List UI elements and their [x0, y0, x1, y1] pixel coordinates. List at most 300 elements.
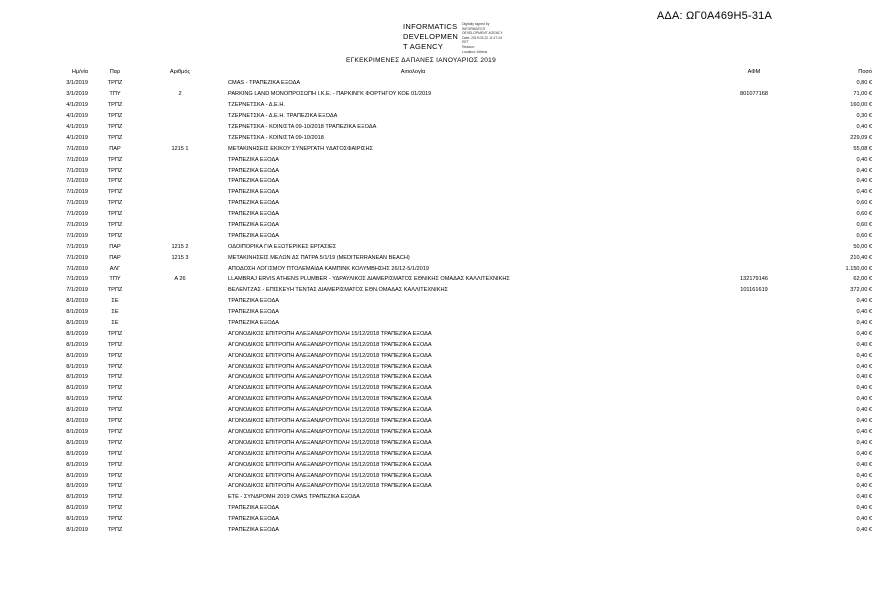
cell-description: ΜΕΤΑΚΙΝΗΣΕΙΣ ΕΚΙΚΟΥ ΣΥΝΕΡΓΑΤΗ ΥΔΑΤΟΣΦΑΙΡΙΣΗΣ: [228, 145, 373, 152]
cell-type: ΣΕ: [111, 320, 119, 327]
cell-afm: [718, 78, 790, 89]
cell-afm: 132179146: [740, 276, 768, 283]
cell-description: ΑΓΩΝΟΔΙΚΟΣ ΕΠΙΤΡΟΠΗ ΑΛΕΞΑΝΔΡΟΥΠΟΛΗ 15/12/2018 ΤΡΑΠΕΖΙΚΑ ΕΞΟΔΑ: [228, 418, 432, 425]
cell-type: ΤΡΠΖ: [107, 385, 123, 392]
cell-amount: 0,40 €: [856, 352, 872, 359]
cell-number: [142, 372, 218, 383]
cell-number: [142, 459, 218, 470]
signature-line: Reason:: [462, 44, 475, 49]
cell-afm: [718, 481, 790, 492]
table-row: [40, 427, 872, 438]
cell-amount: 0,40 €: [856, 407, 872, 414]
cell-date: 7/1/2019: [66, 156, 88, 163]
cell-number: [142, 285, 218, 296]
table-row: [40, 514, 872, 525]
table-row: [40, 481, 872, 492]
cell-type: ΤΡΠΖ: [107, 418, 123, 425]
signature-line: EET: [462, 40, 469, 45]
cell-date: 8/1/2019: [66, 352, 88, 359]
cell-description: ΤΖΕΡΝΕΤΣΚΑ - Δ.Ε.Η.: [228, 102, 285, 109]
cell-type: ΤΠΥ: [109, 276, 121, 283]
table-row: [40, 111, 872, 122]
cell-type: ΤΡΠΖ: [107, 134, 123, 141]
cell-date: 8/1/2019: [66, 461, 88, 468]
cell-description: ΑΓΩΝΟΔΙΚΟΣ ΕΠΙΤΡΟΠΗ ΑΛΕΞΑΝΔΡΟΥΠΟΛΗ 15/12/2018 ΤΡΑΠΕΖΙΚΑ ΕΞΟΔΑ: [228, 428, 432, 435]
cell-date: 8/1/2019: [66, 439, 88, 446]
table-row: [40, 492, 872, 503]
table-row: [40, 448, 872, 459]
agency-name-line: T AGENCY: [403, 42, 444, 51]
table-row: [40, 132, 872, 143]
table-row: [40, 78, 872, 89]
cell-description: ΑΓΩΝΟΔΙΚΟΣ ΕΠΙΤΡΟΠΗ ΑΛΕΞΑΝΔΡΟΥΠΟΛΗ 15/12/2018 ΤΡΑΠΕΖΙΚΑ ΕΞΟΔΑ: [228, 363, 432, 370]
cell-type: ΤΡΠΖ: [107, 156, 123, 163]
cell-amount: 1.150,00 €: [845, 265, 872, 272]
cell-amount: 0,60 €: [856, 211, 872, 218]
cell-date: 8/1/2019: [66, 483, 88, 490]
cell-date: 8/1/2019: [66, 309, 88, 316]
cell-date: 8/1/2019: [66, 428, 88, 435]
cell-description: ΤΡΑΠΕΖΙΚΑ ΕΞΟΔΑ: [228, 505, 279, 512]
cell-date: 7/1/2019: [66, 145, 88, 152]
cell-amount: 0,30 €: [856, 113, 872, 120]
cell-date: 8/1/2019: [66, 330, 88, 337]
cell-description: CMAS - ΤΡΑΠΕΖΙΚΑ ΕΞΟΔΑ: [228, 80, 301, 87]
cell-description: ΤΡΑΠΕΖΙΚΑ ΕΞΟΔΑ: [228, 320, 279, 327]
cell-number: [142, 394, 218, 405]
cell-description: ΤΡΑΠΕΖΙΚΑ ΕΞΟΔΑ: [228, 167, 279, 174]
cell-number: [142, 209, 218, 220]
cell-amount: 0,40 €: [856, 341, 872, 348]
cell-type: ΤΡΠΖ: [107, 330, 123, 337]
table-row: [40, 383, 872, 394]
cell-afm: [718, 220, 790, 231]
cell-description: ΤΡΑΠΕΖΙΚΑ ΕΞΟΔΑ: [228, 178, 279, 185]
cell-date: 4/1/2019: [66, 134, 88, 141]
cell-description: ΤΡΑΠΕΖΙΚΑ ΕΞΟΔΑ: [228, 526, 279, 533]
cell-date: 3/1/2019: [66, 91, 88, 98]
table-row: [40, 285, 872, 296]
cell-amount: 0,60 €: [856, 222, 872, 229]
cell-type: ΤΡΠΖ: [107, 80, 123, 87]
cell-number: [142, 230, 218, 241]
cell-type: ΤΡΠΖ: [107, 472, 123, 479]
cell-number: [142, 350, 218, 361]
cell-amount: 0,40 €: [856, 167, 872, 174]
cell-type: ΤΡΠΖ: [107, 178, 123, 185]
cell-afm: [718, 492, 790, 503]
cell-type: ΤΡΠΖ: [107, 124, 123, 130]
table-row: [40, 459, 872, 470]
cell-date: 7/1/2019: [66, 200, 88, 207]
cell-afm: [718, 383, 790, 394]
cell-date: 7/1/2019: [66, 232, 88, 239]
cell-date: 7/1/2019: [66, 254, 88, 261]
cell-amount: 160,00 €: [850, 102, 872, 109]
cell-date: 8/1/2019: [66, 472, 88, 479]
cell-number: 2: [178, 91, 182, 98]
cell-description: ΤΖΕΡΝΕΤΣΚΑ - ΚΟΙΝ/ΣΤΑ 09-10/2018: [228, 134, 324, 141]
agency-name-line: INFORMATICS: [403, 22, 458, 31]
cell-description: ΤΡΑΠΕΖΙΚΑ ΕΞΟΔΑ: [228, 156, 279, 163]
cell-amount: 62,00 €: [853, 276, 872, 283]
cell-description: ΤΡΑΠΕΖΙΚΑ ΕΞΟΔΑ: [228, 232, 279, 239]
cell-amount: 0,40 €: [856, 189, 872, 196]
cell-afm: [718, 122, 790, 133]
cell-amount: 0,40 €: [856, 124, 872, 130]
cell-date: 7/1/2019: [66, 287, 88, 294]
header-afm: ΑΦΜ: [747, 69, 761, 75]
cell-date: 8/1/2019: [66, 341, 88, 348]
expenses-table: [40, 66, 872, 535]
cell-amount: 0,40 €: [856, 374, 872, 381]
cell-description: ΑΠΟΔΟΣΗ ΛΟΓ/ΣΜΟΥ ΠΤΟΛΕΜΑΙΔΑ ΚΑΜΠΙΝΚ ΚΟΛΥΜΒΗΣΗΣ 26/12-5/1/2019: [228, 265, 429, 272]
cell-afm: [718, 437, 790, 448]
cell-amount: 0,40 €: [856, 396, 872, 403]
cell-type: ΑΛΓ: [109, 265, 121, 272]
cell-description: ΑΓΩΝΟΔΙΚΟΣ ΕΠΙΤΡΟΠΗ ΑΛΕΞΑΝΔΡΟΥΠΟΛΗ 15/12/2018 ΤΡΑΠΕΖΙΚΑ ΕΞΟΔΑ: [228, 374, 432, 381]
table-row: [40, 230, 872, 241]
cell-date: 4/1/2019: [66, 113, 88, 120]
cell-date: 4/1/2019: [66, 102, 88, 109]
cell-description: ΤΡΑΠΕΖΙΚΑ ΕΞΟΔΑ: [228, 298, 279, 305]
cell-amount: 0,40 €: [856, 526, 872, 533]
cell-amount: 0,40 €: [856, 494, 872, 501]
cell-date: 8/1/2019: [66, 418, 88, 425]
cell-description: ΕΤΕ - ΣΥΝΔΡΟΜΗ 2019 CMAS ΤΡΑΠΕΖΙΚΑ ΕΞΟΔΑ: [228, 494, 360, 501]
cell-number: [142, 525, 218, 536]
cell-amount: 0,40 €: [856, 483, 872, 490]
ada-code: ΑΔΑ: ΩΓ0Α469Η5-31Α: [656, 10, 772, 22]
header-description: Αιτιολογία: [400, 69, 426, 75]
cell-type: ΠΑΡ: [109, 145, 121, 152]
cell-date: 8/1/2019: [66, 407, 88, 414]
cell-number: [142, 132, 218, 143]
cell-type: ΤΡΠΖ: [107, 363, 123, 370]
cell-description: ΑΓΩΝΟΔΙΚΟΣ ΕΠΙΤΡΟΠΗ ΑΛΕΞΑΝΔΡΟΥΠΟΛΗ 15/12/2018 ΤΡΑΠΕΖΙΚΑ ΕΞΟΔΑ: [228, 461, 432, 468]
cell-type: ΠΑΡ: [109, 243, 121, 250]
cell-number: [142, 111, 218, 122]
cell-date: 8/1/2019: [66, 320, 88, 327]
cell-date: 8/1/2019: [66, 363, 88, 370]
cell-number: [142, 176, 218, 187]
cell-afm: [718, 111, 790, 122]
cell-amount: 0,40 €: [856, 505, 872, 512]
cell-afm: [718, 165, 790, 176]
table-header-row: [40, 66, 872, 78]
cell-type: ΣΕ: [111, 298, 119, 305]
table-row: [40, 372, 872, 383]
cell-number: [142, 416, 218, 427]
cell-description: ΑΓΩΝΟΔΙΚΟΣ ΕΠΙΤΡΟΠΗ ΑΛΕΞΑΝΔΡΟΥΠΟΛΗ 15/12/2018 ΤΡΑΠΕΖΙΚΑ ΕΞΟΔΑ: [228, 483, 432, 490]
table-row: [40, 100, 872, 111]
cell-type: ΤΡΠΖ: [107, 102, 123, 109]
cell-amount: 0,40 €: [856, 385, 872, 392]
cell-number: [142, 187, 218, 198]
cell-number: [142, 328, 218, 339]
table-row: [40, 307, 872, 318]
signature-stamp: [403, 22, 503, 54]
cell-amount: 210,40 €: [850, 254, 872, 261]
cell-afm: [718, 350, 790, 361]
cell-description: ΑΓΩΝΟΔΙΚΟΣ ΕΠΙΤΡΟΠΗ ΑΛΕΞΑΝΔΡΟΥΠΟΛΗ 15/12/2018 ΤΡΑΠΕΖΙΚΑ ΕΞΟΔΑ: [228, 341, 432, 348]
cell-amount: 0,60 €: [856, 200, 872, 207]
cell-description: ΤΡΑΠΕΖΙΚΑ ΕΞΟΔΑ: [228, 211, 279, 218]
cell-number: [142, 448, 218, 459]
table-row: [40, 209, 872, 220]
cell-description: LLAMBRAJ ERVIS ATHENS PLUMBER - ΥΔΡΑΥΛΙΚΟΣ ΔΙΑΜΕΡΙΣΜΑΤΟΣ ΕΘΝΙΚΗΣ ΟΜΑΔΑΣ ΚΑΛΛΙΤΕΧΝΙΚΗΣ: [228, 276, 510, 283]
cell-date: 8/1/2019: [66, 298, 88, 305]
cell-type: ΤΡΠΖ: [107, 483, 123, 490]
signature-line: Location: Athens: [462, 49, 488, 54]
cell-amount: 0,60 €: [856, 232, 872, 239]
table-row: [40, 143, 872, 154]
cell-afm: [718, 405, 790, 416]
agency-name-line: DEVELOPMEN: [403, 32, 459, 41]
cell-type: ΤΡΠΖ: [107, 505, 123, 512]
cell-type: ΤΡΠΖ: [107, 200, 123, 207]
cell-date: 7/1/2019: [66, 265, 88, 272]
table-row: [40, 154, 872, 165]
cell-afm: 101161619: [740, 287, 768, 294]
cell-type: ΤΡΠΖ: [107, 211, 123, 218]
cell-date: 3/1/2019: [66, 80, 88, 87]
header-number: Αριθμός: [169, 69, 191, 75]
table-row: [40, 416, 872, 427]
table-row: [40, 198, 872, 209]
cell-description: ΑΓΩΝΟΔΙΚΟΣ ΕΠΙΤΡΟΠΗ ΑΛΕΞΑΝΔΡΟΥΠΟΛΗ 15/12/2018 ΤΡΑΠΕΖΙΚΑ ΕΞΟΔΑ: [228, 396, 432, 403]
header-date: Ημ/νία: [71, 69, 88, 75]
table-row: [40, 89, 872, 100]
cell-type: ΤΡΠΖ: [107, 232, 123, 239]
cell-afm: [718, 328, 790, 339]
table-row: [40, 122, 872, 133]
cell-date: 8/1/2019: [66, 374, 88, 381]
cell-number: [142, 165, 218, 176]
cell-type: ΤΡΠΖ: [107, 450, 123, 457]
table-row: [40, 241, 872, 252]
table-row: [40, 394, 872, 405]
cell-afm: [718, 416, 790, 427]
table-row: [40, 339, 872, 350]
cell-date: 7/1/2019: [66, 222, 88, 229]
table-row: [40, 350, 872, 361]
cell-number: [142, 307, 218, 318]
cell-afm: [718, 514, 790, 525]
cell-type: ΤΡΠΖ: [107, 352, 123, 359]
cell-number: Α 26: [174, 276, 186, 283]
cell-date: 8/1/2019: [66, 450, 88, 457]
table-row: [40, 252, 872, 263]
cell-amount: 0,40 €: [856, 309, 872, 316]
agency-name: [403, 22, 458, 54]
cell-number: [142, 427, 218, 438]
table-body: [40, 78, 872, 535]
cell-number: [142, 122, 218, 133]
cell-number: [142, 503, 218, 514]
cell-date: 7/1/2019: [66, 243, 88, 250]
cell-date: 8/1/2019: [66, 526, 88, 533]
cell-afm: [718, 176, 790, 187]
cell-number: [142, 437, 218, 448]
cell-number: [142, 318, 218, 329]
table-row: [40, 470, 872, 481]
cell-description: ΜΕΤΑΚΙΝΗΣΕΙΣ ΜΕΛΩΝ ΔΣ ΠΑΤΡΑ 5/1/19 (MEDITERRANEAN BEACH): [228, 254, 410, 261]
cell-afm: [718, 427, 790, 438]
cell-date: 4/1/2019: [66, 124, 88, 130]
cell-number: [142, 514, 218, 525]
signature-line: Date: 2019.03.22 11:27:24: [462, 35, 503, 40]
cell-amount: 0,40 €: [856, 472, 872, 479]
cell-afm: [718, 241, 790, 252]
cell-amount: 0,80 €: [856, 80, 872, 87]
cell-afm: [718, 263, 790, 274]
table-row: [40, 220, 872, 231]
cell-afm: [718, 318, 790, 329]
cell-date: 7/1/2019: [66, 276, 88, 283]
cell-number: [142, 78, 218, 89]
cell-type: ΤΡΠΖ: [107, 189, 123, 196]
cell-number: [142, 470, 218, 481]
cell-description: ΤΡΑΠΕΖΙΚΑ ΕΞΟΔΑ: [228, 309, 279, 316]
cell-amount: 0,40 €: [856, 428, 872, 435]
cell-amount: 0,40 €: [856, 516, 872, 523]
cell-number: [142, 263, 218, 274]
cell-afm: [718, 448, 790, 459]
signature-line: Digitally signed by: [462, 22, 490, 26]
cell-amount: 0,40 €: [856, 363, 872, 370]
cell-type: ΤΡΠΖ: [107, 494, 123, 501]
cell-afm: [718, 198, 790, 209]
cell-type: ΤΠΥ: [109, 91, 121, 98]
cell-date: 7/1/2019: [66, 178, 88, 185]
cell-type: ΤΡΠΖ: [107, 374, 123, 381]
header-amount: Ποσό: [858, 69, 872, 75]
cell-afm: [718, 339, 790, 350]
table-row: [40, 176, 872, 187]
cell-description: ΑΓΩΝΟΔΙΚΟΣ ΕΠΙΤΡΟΠΗ ΑΛΕΞΑΝΔΡΟΥΠΟΛΗ 15/12/2018 ΤΡΑΠΕΖΙΚΑ ΕΞΟΔΑ: [228, 385, 432, 392]
cell-afm: [718, 372, 790, 383]
cell-description: ΑΓΩΝΟΔΙΚΟΣ ΕΠΙΤΡΟΠΗ ΑΛΕΞΑΝΔΡΟΥΠΟΛΗ 15/12/2018 ΤΡΑΠΕΖΙΚΑ ΕΞΟΔΑ: [228, 352, 432, 359]
cell-date: 7/1/2019: [66, 211, 88, 218]
cell-afm: [718, 459, 790, 470]
cell-afm: [718, 209, 790, 220]
cell-number: 1215 2: [171, 243, 189, 250]
cell-type: ΤΡΠΖ: [107, 222, 123, 229]
cell-date: 7/1/2019: [66, 167, 88, 174]
cell-date: 8/1/2019: [66, 505, 88, 512]
cell-afm: [718, 470, 790, 481]
cell-amount: 71,00 €: [853, 91, 872, 98]
cell-type: ΤΡΠΖ: [107, 287, 123, 294]
cell-afm: [718, 143, 790, 154]
cell-description: ΤΖΕΡΝΕΤΣΚΑ - Δ.Ε.Η. ΤΡΑΠΕΖΙΚΑ ΕΞΟΔΑ: [228, 113, 338, 120]
cell-afm: [718, 154, 790, 165]
cell-description: ΤΖΕΡΝΕΤΣΚΑ - ΚΟΙΝ/ΣΤΑ 09-10/2018 ΤΡΑΠΕΖΙΚΑ ΕΞΟΔΑ: [228, 124, 377, 130]
cell-amount: 0,40 €: [856, 450, 872, 457]
cell-afm: [718, 252, 790, 263]
table-row: [40, 165, 872, 176]
cell-description: ΑΓΩΝΟΔΙΚΟΣ ΕΠΙΤΡΟΠΗ ΑΛΕΞΑΝΔΡΟΥΠΟΛΗ 15/12/2018 ΤΡΑΠΕΖΙΚΑ ΕΞΟΔΑ: [228, 407, 432, 414]
cell-afm: [718, 187, 790, 198]
cell-type: ΤΡΠΖ: [107, 407, 123, 414]
cell-afm: [718, 132, 790, 143]
cell-number: [142, 383, 218, 394]
table-row: [40, 503, 872, 514]
table-row: [40, 361, 872, 372]
table-row: [40, 437, 872, 448]
signature-details: [462, 22, 503, 54]
cell-type: ΤΡΠΖ: [107, 461, 123, 468]
cell-afm: [718, 361, 790, 372]
cell-description: ΒΕΛΕΝΤΖΑΣ - ΕΠΙΣΚΕΥΗ ΤΕΝΤΑΣ ΔΙΑΜΕΡΙΣΜΑΤΟΣ ΕΘΝ.ΟΜΑΔΑΣ ΚΑΛΛΙΤΕΧΝΙΚΗΣ: [228, 287, 448, 294]
cell-amount: 372,00 €: [850, 287, 872, 294]
cell-type: ΤΡΠΖ: [107, 428, 123, 435]
cell-type: ΤΡΠΖ: [107, 396, 123, 403]
table-row: [40, 296, 872, 307]
cell-type: ΤΡΠΖ: [107, 526, 123, 533]
cell-description: ΟΔΟΙΠΟΡΙΚΑ ΓΙΑ ΕΞΩΤΕΡΙΚΕΣ ΕΡΓΑΣΙΕΣ: [228, 243, 337, 250]
cell-type: ΤΡΠΖ: [107, 341, 123, 348]
cell-description: ΑΓΩΝΟΔΙΚΟΣ ΕΠΙΤΡΟΠΗ ΑΛΕΞΑΝΔΡΟΥΠΟΛΗ 15/12/2018 ΤΡΑΠΕΖΙΚΑ ΕΞΟΔΑ: [228, 330, 432, 337]
cell-afm: [718, 100, 790, 111]
signature-line: INFORMATICS: [462, 26, 486, 31]
cell-number: [142, 296, 218, 307]
cell-afm: [718, 525, 790, 536]
table-row: [40, 318, 872, 329]
cell-date: 8/1/2019: [66, 396, 88, 403]
cell-description: PARKING LAND ΜΟΝΟΠΡΟΣΩΠΗ Ι.Κ.Ε. - ΠΑΡΚΙΝΓΚ ΦΟΡΤΗΓΟΥ ΚΟΕ 01/2019: [228, 91, 432, 98]
cell-description: ΑΓΩΝΟΔΙΚΟΣ ΕΠΙΤΡΟΠΗ ΑΛΕΞΑΝΔΡΟΥΠΟΛΗ 15/12/2018 ΤΡΑΠΕΖΙΚΑ ΕΞΟΔΑ: [228, 439, 432, 446]
table-row: [40, 405, 872, 416]
document-title: ΕΓΚΕΚΡΙΜΕΝΕΣ ΔΑΠΑΝΕΣ ΙΑΝΟΥΑΡΙΟΣ 2019: [345, 57, 497, 64]
cell-number: [142, 154, 218, 165]
table-row: [40, 263, 872, 274]
cell-amount: 0,40 €: [856, 418, 872, 425]
cell-description: ΑΓΩΝΟΔΙΚΟΣ ΕΠΙΤΡΟΠΗ ΑΛΕΞΑΝΔΡΟΥΠΟΛΗ 15/12/2018 ΤΡΑΠΕΖΙΚΑ ΕΞΟΔΑ: [228, 450, 432, 457]
cell-amount: 229,09 €: [850, 134, 872, 141]
cell-description: ΤΡΑΠΕΖΙΚΑ ΕΞΟΔΑ: [228, 200, 279, 207]
cell-date: 8/1/2019: [66, 385, 88, 392]
cell-afm: [718, 307, 790, 318]
cell-amount: 0,40 €: [856, 461, 872, 468]
cell-date: 7/1/2019: [66, 189, 88, 196]
cell-amount: 0,40 €: [856, 156, 872, 163]
cell-type: ΣΕ: [111, 309, 119, 316]
cell-amount: 0,40 €: [856, 330, 872, 337]
cell-number: 1215 3: [171, 254, 189, 261]
cell-description: ΑΓΩΝΟΔΙΚΟΣ ΕΠΙΤΡΟΠΗ ΑΛΕΞΑΝΔΡΟΥΠΟΛΗ 15/12/2018 ΤΡΑΠΕΖΙΚΑ ΕΞΟΔΑ: [228, 472, 432, 479]
cell-afm: [718, 394, 790, 405]
cell-description: ΤΡΑΠΕΖΙΚΑ ΕΞΟΔΑ: [228, 516, 279, 523]
cell-number: [142, 198, 218, 209]
cell-type: ΤΡΠΖ: [107, 167, 123, 174]
cell-number: [142, 220, 218, 231]
cell-afm: [718, 230, 790, 241]
cell-type: ΤΡΠΖ: [107, 516, 123, 523]
cell-number: [142, 361, 218, 372]
cell-type: ΤΡΠΖ: [107, 439, 123, 446]
header-type: Παρ: [109, 69, 121, 75]
cell-amount: 0,40 €: [856, 439, 872, 446]
cell-number: [142, 100, 218, 111]
table-row: [40, 328, 872, 339]
cell-number: [142, 492, 218, 503]
cell-type: ΠΑΡ: [109, 254, 121, 261]
cell-amount: 55,08 €: [853, 145, 872, 152]
cell-amount: 0,40 €: [856, 178, 872, 185]
table-row: [40, 525, 872, 536]
